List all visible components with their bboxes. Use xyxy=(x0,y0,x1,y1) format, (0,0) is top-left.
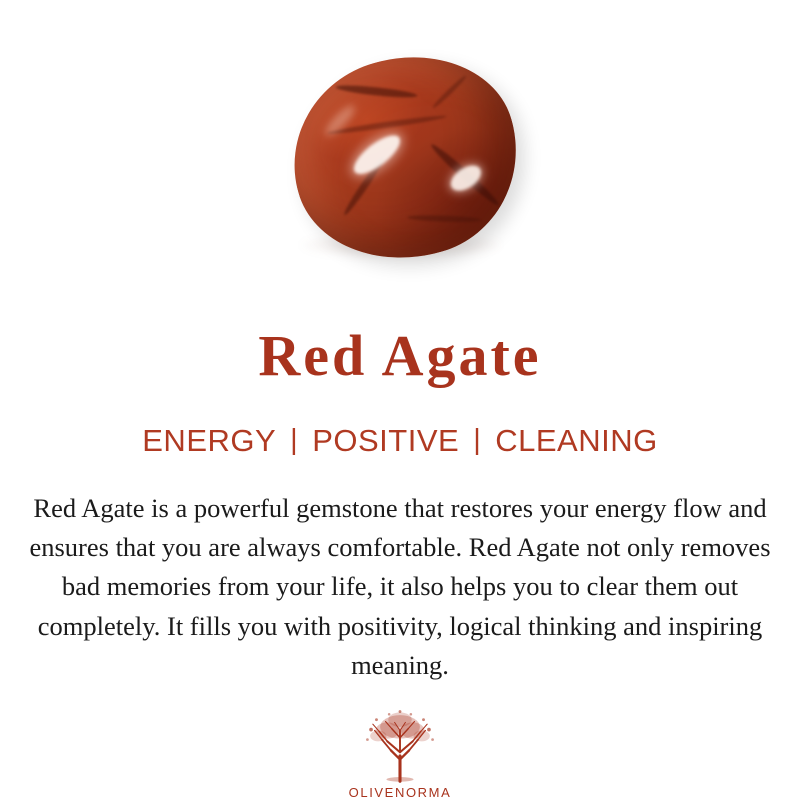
product-description: Red Agate is a powerful gemstone that restores your energy flow and ensures that you are always comfortable. Red Agate not only removes bad memories from your life, it also helps you to clear them out completely. It fills you with positivity, logical thinking and inspiring meaning. xyxy=(29,492,771,680)
stone-vein xyxy=(407,214,481,223)
stone-highlight xyxy=(322,102,358,139)
keyword-list xyxy=(142,423,657,459)
keyword-energy: ENERGY xyxy=(142,422,277,458)
red-agate-stone-image xyxy=(275,46,535,276)
stone-highlight xyxy=(348,129,406,181)
keyword-positive: POSITIVE xyxy=(312,422,460,458)
tree-of-life-icon xyxy=(354,707,446,783)
keyword-separator: | xyxy=(290,424,299,457)
brand-logo xyxy=(349,707,452,800)
keyword-cleaning: CLEANING xyxy=(495,422,658,458)
keyword-separator: | xyxy=(473,424,482,457)
stone-vein xyxy=(431,74,468,110)
product-image-area xyxy=(0,0,800,322)
brand-name: OLIVENORMA xyxy=(348,785,452,800)
page-title: Red Agate xyxy=(258,323,542,389)
stone-vein xyxy=(335,83,417,100)
